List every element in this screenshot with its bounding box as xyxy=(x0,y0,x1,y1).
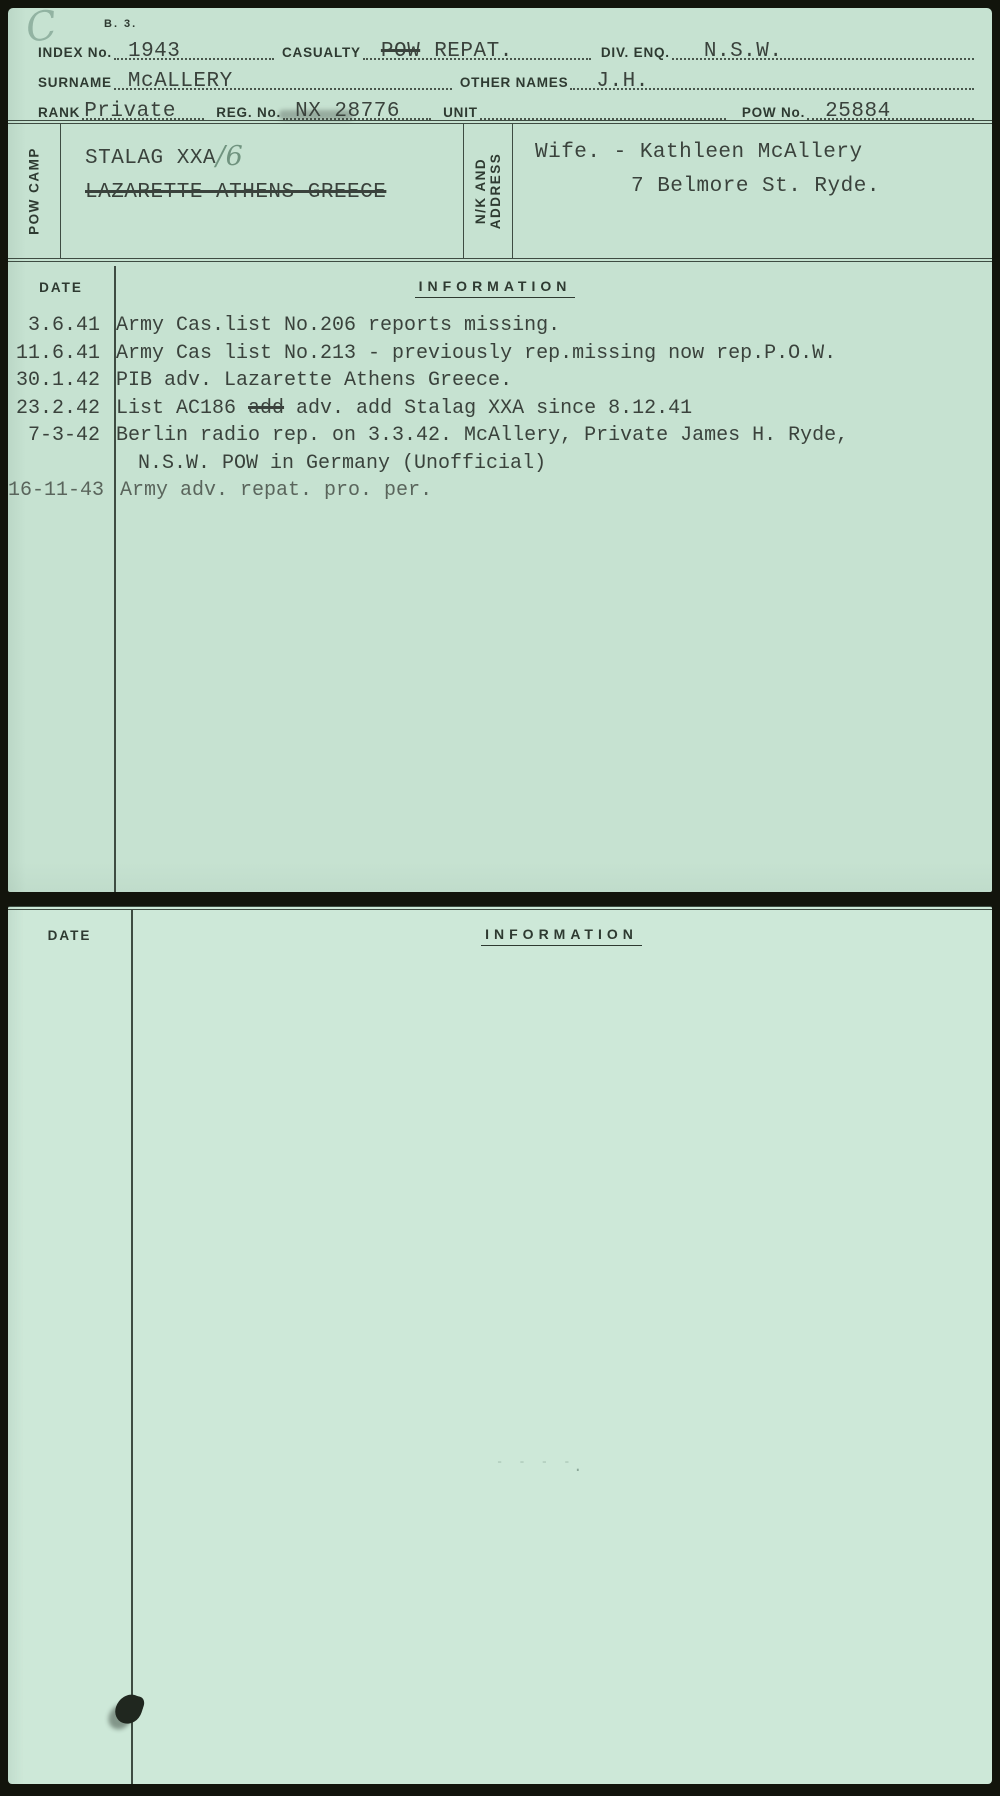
pow-camp-label: POW CAMP xyxy=(26,147,42,235)
unit-label: UNIT xyxy=(443,105,478,120)
date-column-divider-back xyxy=(131,910,133,1784)
information-table-back xyxy=(8,910,992,1784)
info-column-header-back: INFORMATION xyxy=(481,926,642,946)
casualty-label: CASUALTY xyxy=(281,45,361,60)
camp-handwritten-suffix: /6 xyxy=(216,141,244,172)
div-enq-field xyxy=(672,34,974,63)
row-info: Army Cas.list No.206 reports missing. xyxy=(116,314,561,337)
nok-label: N/K AND ADDRESS xyxy=(473,152,503,230)
camp-line-1: STALAG XXA/6 xyxy=(85,141,244,172)
pow-index-card-back xyxy=(8,906,992,1784)
pow-no-label: POW No. xyxy=(741,105,806,120)
information-row xyxy=(8,340,986,368)
reg-no-label: REG. No. xyxy=(216,105,282,120)
rank-value: Private xyxy=(84,100,176,123)
pencil-scuff-marks: - - - - xyxy=(496,1455,575,1469)
handwritten-c-mark: C xyxy=(22,2,60,52)
div-enq-label: DIV. ENQ. xyxy=(600,45,670,60)
pow-index-card-front xyxy=(8,2,992,892)
index-no-field xyxy=(114,34,274,63)
casualty-field xyxy=(363,34,591,63)
reg-no-field xyxy=(283,94,431,123)
info-column-header: INFORMATION xyxy=(415,278,576,298)
surname-field xyxy=(114,64,452,93)
information-row xyxy=(8,312,986,340)
row-date: 3.6.41 xyxy=(27,314,100,337)
other-names-value: J.H. xyxy=(596,70,649,93)
information-row xyxy=(8,395,986,423)
other-names-label: OTHER NAMES xyxy=(459,75,569,90)
header-row-3 xyxy=(38,90,976,123)
form-code: B. 3. xyxy=(104,18,138,30)
information-row xyxy=(8,422,986,477)
rank-label: RANK xyxy=(38,105,81,120)
row-info-continuation: N.S.W. POW in Germany (Unofficial) xyxy=(138,451,547,475)
info-header-wrap-back xyxy=(131,926,992,946)
information-rows xyxy=(8,312,986,505)
header-row-1 xyxy=(38,30,976,63)
information-row xyxy=(8,477,986,505)
nok-line-2: 7 Belmore St. Ryde. xyxy=(631,175,880,198)
info-header-wrap xyxy=(56,278,934,298)
information-table-front xyxy=(8,266,992,892)
casualty-value: REPAT. xyxy=(434,40,513,63)
row-date: 16-11-43 xyxy=(8,479,105,502)
casualty-struck-value: POW xyxy=(380,40,421,63)
row-info: PIB adv. Lazarette Athens Greece. xyxy=(116,369,513,392)
pow-no-field xyxy=(807,94,974,123)
row-date: 11.6.41 xyxy=(15,341,100,365)
row-info: Army Cas list No.213 - previously rep.missing now rep.P.O.W. xyxy=(116,341,837,365)
date-column-header-back: DATE xyxy=(47,928,92,943)
row-info: Army adv. repat. pro. per. xyxy=(120,479,433,502)
pow-camp-label-column xyxy=(8,124,61,258)
nok-line-1: Wife. - Kathleen McAllery xyxy=(535,141,863,164)
row-date: 23.2.42 xyxy=(15,396,100,420)
nok-label-column xyxy=(463,124,513,258)
pow-camp-content xyxy=(61,124,463,258)
row-date: 7-3-42 xyxy=(27,424,100,447)
row-date: 30.1.42 xyxy=(15,369,100,392)
pencil-dot: . xyxy=(573,1458,583,1476)
index-no-value: 1943 xyxy=(127,40,181,63)
information-row xyxy=(8,367,986,395)
unit-field xyxy=(480,94,726,120)
surname-value: McALLERY xyxy=(127,70,233,93)
surname-label: SURNAME xyxy=(38,75,112,90)
other-names-field xyxy=(570,64,974,93)
index-no-label: INDEX No. xyxy=(38,45,112,60)
rank-field xyxy=(82,94,204,123)
camp-line-2-struck: LAZARETTE-ATHENS-GREECE xyxy=(85,181,387,204)
div-enq-value: N.S.W. xyxy=(703,40,783,63)
header-row-2 xyxy=(38,60,976,93)
nok-content xyxy=(513,124,992,258)
camp-and-nok-box xyxy=(8,120,992,262)
row-info: Berlin radio rep. on 3.3.42. McAllery, Private James H. Ryde, N.S.W. POW in Germany (Unofficial) xyxy=(106,422,986,477)
date-column-header: DATE xyxy=(39,280,83,295)
pow-no-value: 25884 xyxy=(825,100,891,123)
struck-text: add xyxy=(248,396,285,420)
reg-no-value: NX 28776 xyxy=(295,100,400,123)
row-info: List AC186 add adv. add Stalag XXA since 8.12.41 xyxy=(116,396,693,420)
